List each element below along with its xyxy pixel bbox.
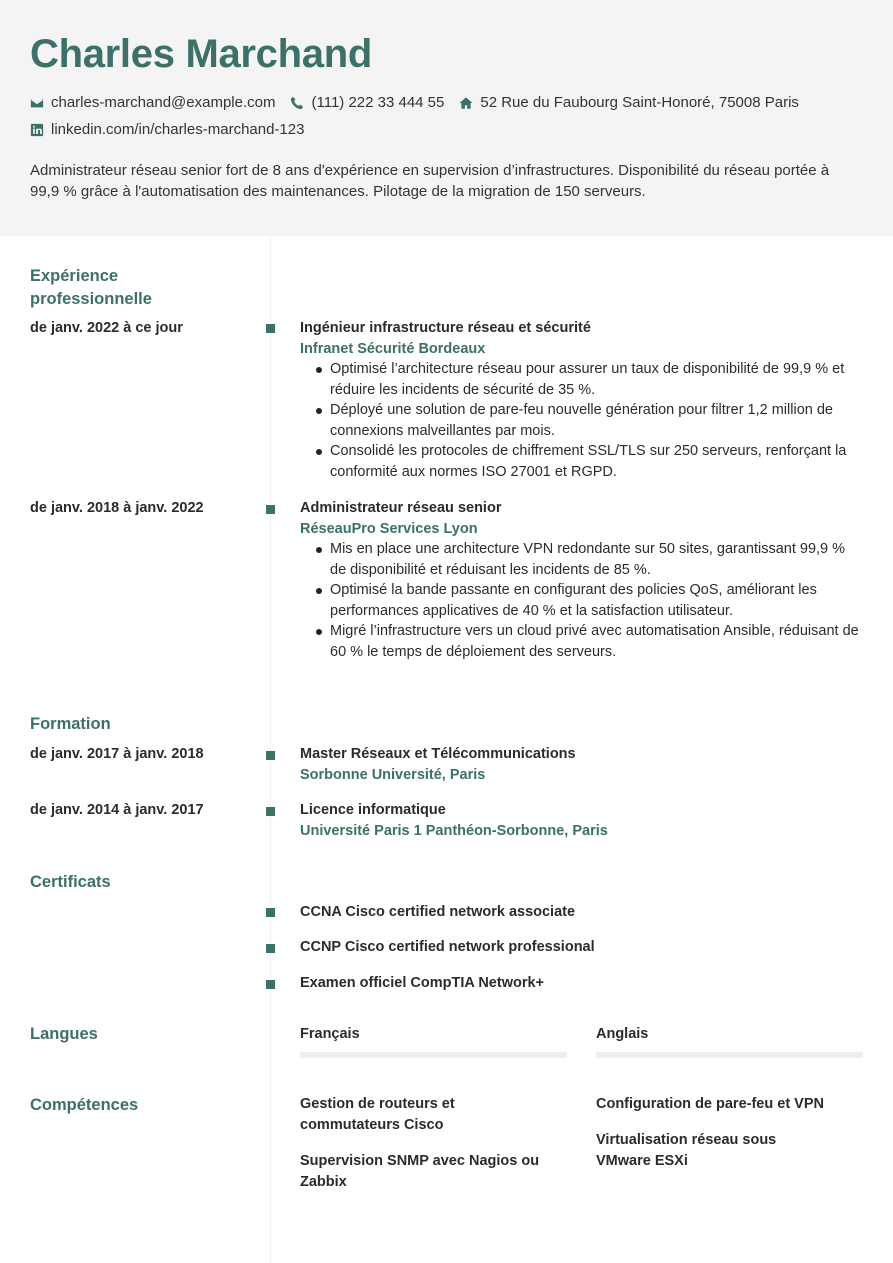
experience-dates: de janv. 2022 à ce jour [30,320,183,336]
timeline-divider [270,236,271,1263]
envelope-icon [30,96,44,110]
certificate-item: CCNP Cisco certified network professional [300,939,595,955]
linkedin-icon [30,123,44,137]
achievement-item: Déployé une solution de pare-feu nouvelle génération pour filtrer 1,2 million de connexions malveillantes par mois. [314,400,865,441]
experience-entry [300,498,865,662]
timeline-marker [266,751,275,760]
section-title-experience: Expérience professionnelle [30,267,152,308]
experience-entry [300,318,865,482]
language-name: Anglais [596,1026,649,1042]
language-item [596,1024,863,1058]
degree-title: Licence informatique [300,802,446,818]
timeline-marker [266,505,275,514]
contact-email[interactable] [30,92,275,113]
education-entry [300,744,865,785]
timeline-marker [266,944,275,953]
language-level-bar [596,1052,863,1058]
profile-summary: Administrateur réseau senior fort de 8 ans d'expérience en supervision d’infrastructures. Disponibilité du réseau portée à 99,9 % grâce à l'automatisation des maintenances. Pilotage de la migration de 150 serveurs. [30,162,830,200]
section-title-languages: Langues [30,1025,98,1043]
section-title-skills: Compétences [30,1096,139,1114]
certificate-item: Examen officiel CompTIA Network+ [300,975,545,991]
education-dates: de janv. 2017 à janv. 2018 [30,746,204,762]
experience-dates: de janv. 2018 à janv. 2022 [30,500,204,516]
education-dates: de janv. 2014 à janv. 2017 [30,802,204,818]
certificate-item: CCNA Cisco certified network associate [300,904,576,920]
contact-list [30,92,863,140]
phone-text: (111) 222 33 444 55 [311,94,445,111]
linkedin-text: linkedin.com/in/charles-marchand-123 [51,121,305,138]
contact-address [459,92,799,113]
job-title: Ingénieur infrastructure réseau et sécurité [300,320,591,336]
skill-item: Virtualisation réseau sous VMware ESXi [596,1132,777,1169]
achievement-item: Optimisé l’architecture réseau pour assurer un taux de disponibilité de 99,9 % et réduire les incidents de sécurité de 35 %. [314,359,865,400]
skill-item: Supervision SNMP avec Nagios ou Zabbix [300,1153,540,1190]
contact-linkedin[interactable] [30,119,304,140]
timeline-marker [266,908,275,917]
language-name: Français [300,1026,360,1042]
phone-icon [290,96,304,110]
school-name: Sorbonne Université, Paris [300,766,486,783]
timeline-marker [266,807,275,816]
degree-title: Master Réseaux et Télécommunications [300,746,576,762]
achievement-list [314,359,865,482]
section-title-certificates: Certificats [30,873,111,891]
section-title-education: Formation [30,715,111,733]
skill-item: Gestion de routeurs et commutateurs Cisco [300,1096,455,1133]
company-name: Infranet Sécurité Bordeaux [300,340,486,357]
home-icon [459,96,473,110]
achievement-item: Optimisé la bande passante en configurant des policies QoS, améliorant les performances applicatives de 40 % et la satisfaction utilisateur. [314,580,865,621]
contact-phone[interactable] [290,92,444,113]
resume-header [0,0,893,236]
company-name: RéseauPro Services Lyon [300,520,478,537]
education-entry [300,800,865,841]
job-title: Administrateur réseau senior [300,500,502,516]
skill-item: Configuration de pare-feu et VPN [596,1096,824,1112]
school-name: Université Paris 1 Panthéon-Sorbonne, Paris [300,822,608,839]
language-level-bar [300,1052,567,1058]
timeline-marker [266,980,275,989]
email-text: charles-marchand@example.com [51,94,276,111]
achievement-list [314,539,865,662]
candidate-name: Charles Marchand [30,32,372,76]
achievement-item: Mis en place une architecture VPN redondante sur 50 sites, garantissant 99,9 % de disponibilité et réduisant les incidents de 85 %. [314,539,865,580]
timeline-marker [266,324,275,333]
achievement-item: Consolidé les protocoles de chiffrement SSL/TLS sur 250 serveurs, renforçant la conformité aux normes ISO 27001 et RGPD. [314,441,865,482]
address-text: 52 Rue du Faubourg Saint-Honoré, 75008 Paris [480,94,799,111]
achievement-item: Migré l’infrastructure vers un cloud privé avec automatisation Ansible, réduisant de 60 % le temps de déploiement des serveurs. [314,621,865,662]
language-item [300,1024,567,1058]
